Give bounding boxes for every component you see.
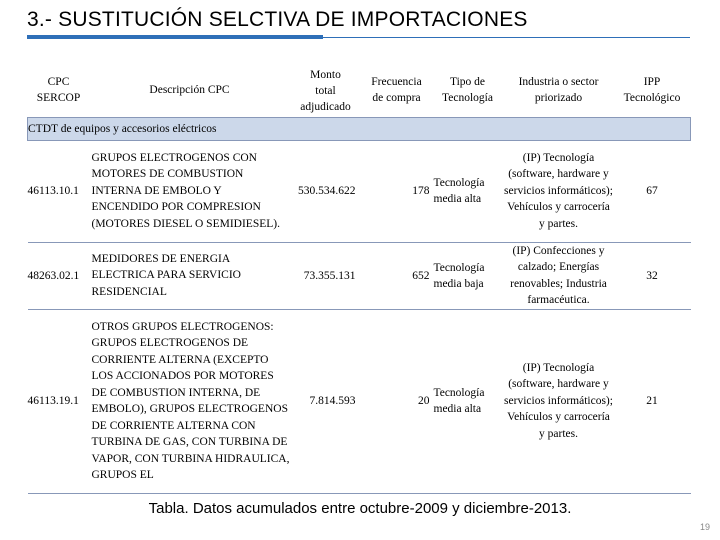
slide-title: 3.- SUSTITUCIÓN SELCTIVA DE IMPORTACIONES <box>27 8 528 31</box>
cell-frecuencia: 652 <box>362 242 432 309</box>
header-cpc: CPC SERCOP <box>36 76 81 105</box>
table-row <box>28 242 691 309</box>
page-number: 19 <box>699 522 710 532</box>
header-ipp: IPP Tecnológico <box>623 76 681 104</box>
cell-ipp: 32 <box>614 242 691 309</box>
cell-ipp: 67 <box>614 140 691 242</box>
cell-cpc: 46113.19.1 <box>28 309 90 493</box>
table-row <box>28 309 691 493</box>
cell-industria: (IP) Tecnología (software, hardware y servicios informáticos); Vehículos y carrocería y partes. <box>504 140 614 242</box>
title-underline-rule <box>323 37 690 38</box>
cell-frecuencia: 178 <box>362 140 432 242</box>
header-monto: Monto total adjudicado <box>300 69 351 113</box>
cell-monto: 530.534.622 <box>290 140 362 242</box>
cell-frecuencia: 20 <box>362 309 432 493</box>
table-header-row <box>28 64 691 117</box>
cell-ipp: 21 <box>614 309 691 493</box>
cell-descripcion: OTROS GRUPOS ELECTROGENOS: GRUPOS ELECTROGENOS DE CORRIENTE ALTERNA (EXCEPTO LOS ACCIONADOS POR MOTORES DE COMBUSTION INTERNA, DE EMBOLO), GRUPOS ELECTROGENOS DE CORRIENTE ALTERNA CON TURBINA DE GAS, CON TURBINA DE VAPOR, CON TURBINA HIDRAULICA, GRUPOS EL <box>90 309 290 493</box>
cell-monto: 7.814.593 <box>290 309 362 493</box>
header-frecuencia: Frecuencia de compra <box>371 76 422 104</box>
table-row <box>28 140 691 242</box>
header-tipo: Tipo de Tecnología <box>442 76 493 104</box>
header-descripcion: Descripción CPC <box>149 84 230 97</box>
cell-tipo: Tecnología media alta <box>432 309 504 493</box>
cell-descripcion: GRUPOS ELECTROGENOS CON MOTORES DE COMBUSTION INTERNA DE EMBOLO Y ENCENDIDO POR COMPRESION (MOTORES DIESEL O SEMIDIESEL). <box>90 140 290 242</box>
cell-industria: (IP) Confecciones y calzado; Energías renovables; Industria farmacéutica. <box>504 242 614 309</box>
section-row <box>28 117 691 140</box>
cell-monto: 73.355.131 <box>290 242 362 309</box>
cell-tipo: Tecnología media baja <box>432 242 504 309</box>
table-caption: Tabla. Datos acumulados entre octubre-2009 y diciembre-2013. <box>148 500 572 517</box>
section-label: CTDT de equipos y accesorios eléctricos <box>28 117 691 140</box>
cell-cpc: 48263.02.1 <box>28 242 90 309</box>
imports-table <box>27 64 691 494</box>
header-industria: Industria o sector priorizado <box>518 76 599 104</box>
cell-tipo: Tecnología media alta <box>432 140 504 242</box>
title-underline-accent <box>27 35 323 39</box>
cell-cpc: 46113.10.1 <box>28 140 90 242</box>
cell-industria: (IP) Tecnología (software, hardware y servicios informáticos); Vehículos y carrocería y partes. <box>504 309 614 493</box>
cell-descripcion: MEDIDORES DE ENERGIA ELECTRICA PARA SERVICIO RESIDENCIAL <box>90 242 290 309</box>
